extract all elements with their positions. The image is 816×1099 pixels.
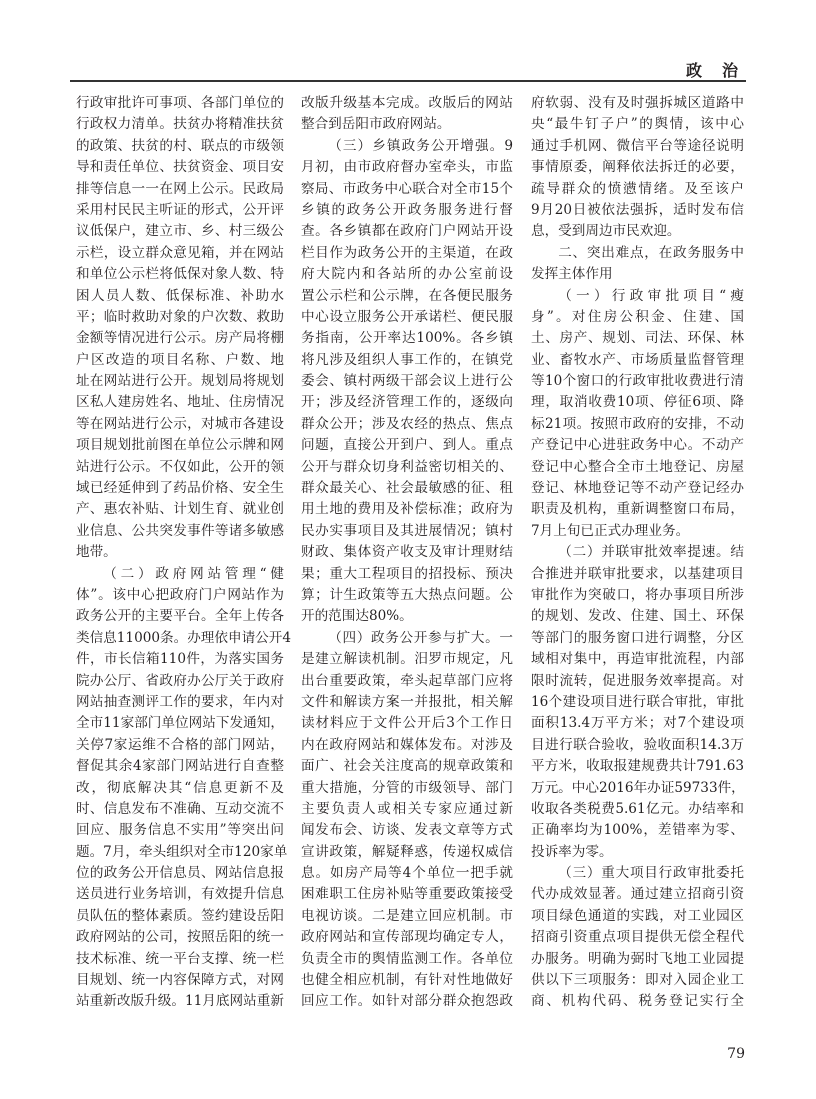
text-line: 读材料应于文件公开后3个工作日 <box>301 715 513 732</box>
text-line: 项目规划批前图在单位公示牌和网 <box>76 437 284 454</box>
text-line: 也健全相应机制，有针对性地做好 <box>301 972 513 989</box>
text-line: 闻发布会、访谈、发表文章等方式 <box>301 822 513 839</box>
text-line: 院办公厅、省政府办公厅关于政府 <box>76 672 284 689</box>
text-line: 困人员人数、低保标准、补助水 <box>76 287 284 304</box>
text-line: 内在政府网站和媒体发布。对涉及 <box>301 736 513 753</box>
text-line: （二）政府网站管理“健 <box>103 565 284 582</box>
text-line: 查。各乡镇都在政府门户网站开设 <box>301 223 513 240</box>
text-line: 件，市长信箱110件，为落实国务 <box>76 651 284 668</box>
text-line: 收取各类税费5.61亿元。办结率和 <box>531 800 744 817</box>
text-line: 府软弱、没有及时强拆城区道路中 <box>531 95 744 111</box>
text-line: 审批作为突破口，将办事项目所涉 <box>531 586 744 603</box>
text-line: 正确率均为100%，差错率为零、 <box>531 822 744 839</box>
text-line: 的政策、扶贫的村、联点的市级领 <box>76 137 284 154</box>
text-column-1 <box>76 93 292 1013</box>
text-line: 困难职工住房补贴等重要政策接受 <box>301 886 513 903</box>
text-line: 政府网站的公司，按照岳阳的统一 <box>76 929 284 946</box>
text-line: 发挥主体作用 <box>531 266 613 283</box>
text-line: 目进行联合验收，验收面积14.3万 <box>531 736 744 753</box>
text-line: 关停7家运维不合格的部门网站， <box>76 736 284 753</box>
text-line: 等部门的服务窗口进行调整，分区 <box>531 629 744 646</box>
text-line: 疏导群众的愤懑情绪。及至该户 <box>531 180 744 197</box>
text-line: 登记中心整合全市土地登记、房屋 <box>531 458 744 475</box>
text-line: 月初，由市政府督办室牵头，市监 <box>301 159 513 176</box>
text-line: 负责全市的舆情监测工作。各单位 <box>301 950 513 967</box>
text-line: 务指南，公开率达100%。各乡镇 <box>301 330 513 347</box>
text-line: 息，受到周边市民欢迎。 <box>531 223 681 240</box>
header-rule <box>70 80 746 82</box>
text-line: 9月20日被依法强拆，适时发布信 <box>531 201 744 218</box>
text-line: 代办成效显著。通过建立招商引资 <box>531 886 744 903</box>
text-line: 采用村民民主听证的形式，公开评 <box>76 201 284 218</box>
text-line: 用土地的费用及补偿标准；政府为 <box>301 501 513 518</box>
text-line: 等在网站进行公示，对城市各建设 <box>76 415 284 432</box>
text-line: 算；计生政策等五大热点问题。公 <box>301 586 513 603</box>
text-line: 面积13.4万平方米；对7个建设项 <box>531 715 744 732</box>
page-number: 79 <box>727 1046 745 1062</box>
text-line: 整合到岳阳市政府网站。 <box>301 116 451 133</box>
text-line: 回应工作。如针对部分群众抱怨政 <box>301 993 513 1010</box>
text-line: 察局、市政务中心联合对全市15个 <box>301 180 513 197</box>
text-line: 项目绿色通道的实践，对工业园区 <box>531 907 744 924</box>
text-line: 类信息11000条。办理依申请公开4 <box>76 629 292 646</box>
text-line: 业信息、公共突发事件等诸多敏感 <box>76 522 284 539</box>
text-line: 回应、服务信息不实用”等突出问 <box>76 822 284 839</box>
text-line: （一）行政审批项目“瘦 <box>558 287 744 304</box>
text-line: 文件和解读方案一并报批，相关解 <box>301 693 513 710</box>
text-line: 排等信息一一在网上公示。民政局 <box>76 180 284 197</box>
text-line: 职责及机构，重新调整窗口布局， <box>531 501 744 518</box>
text-line: 限时流转，促进服务效率提高。对 <box>531 672 744 689</box>
text-line: 题。7月，牵头组织对全市120家单 <box>76 843 288 860</box>
text-line: 中心设立服务公开承诺栏、便民服 <box>301 308 513 325</box>
text-line: 登记、林地登记等不动产登记经办 <box>531 480 744 497</box>
text-line: 平；临时救助对象的户次数、救助 <box>76 308 284 325</box>
text-line: 招商引资重点项目提供无偿全程代 <box>531 929 744 946</box>
text-column-2 <box>301 93 513 1013</box>
text-line: 产、惠农补贴、计划生育、就业创 <box>76 501 284 518</box>
text-line: 改，彻底解决其“信息更新不及 <box>76 779 284 796</box>
text-line: 政府网站和宣传部现均确定专人， <box>301 929 513 946</box>
text-line: 督促其余4家部门网站进行自查整 <box>76 758 284 775</box>
text-line: 央“最牛钉子户”的舆情，该中心 <box>531 116 744 133</box>
text-line: 供以下三项服务：即对入园企业工 <box>531 972 744 989</box>
text-line: 栏目作为政务公开的主渠道，在政 <box>301 244 513 261</box>
text-line: 等10个窗口的行政审批收费进行清 <box>531 373 744 390</box>
text-line: 改版升级基本完成。改版后的网站 <box>301 95 513 111</box>
text-line: 户区改造的项目名称、户数、地 <box>76 351 284 368</box>
text-line: 出台重要政策，牵头起草部门应将 <box>301 672 513 689</box>
text-line: 网站抽查测评工作的要求，年内对 <box>76 693 284 710</box>
text-line: 理，取消收费10项、停征6项、降 <box>531 394 744 411</box>
text-line: 标21项。按照市政府的安排，不动 <box>531 415 744 432</box>
text-line: 置公示栏和公示牌，在各便民服务 <box>301 287 513 304</box>
text-line: 的规划、发改、住建、国土、环保 <box>531 608 744 625</box>
text-line: 群众最关心、社会最敏感的征、租 <box>301 480 513 497</box>
text-line: 主要负责人或相关专家应通过新 <box>301 800 513 817</box>
text-line: 技术标准、统一平台支撑、统一栏 <box>76 950 284 967</box>
text-line: 行政权力清单。扶贫办将精准扶贫 <box>76 116 284 133</box>
text-line: 体”。该中心把政府门户网站作为 <box>76 586 284 603</box>
text-line: 开；涉及经济管理工作的，逐级向 <box>301 394 513 411</box>
text-line: 财政、集体资产收支及审计理财结 <box>301 544 513 561</box>
text-line: 地带。 <box>76 544 117 561</box>
text-line: 员队伍的整体素质。签约建设岳阳 <box>76 907 284 924</box>
text-line: 电视访谈。二是建立回应机制。市 <box>301 907 513 924</box>
text-line: 民办实事项目及其进展情况；镇村 <box>301 522 513 539</box>
text-line: （三）乡镇政务公开增强。9 <box>328 137 513 154</box>
text-line: 区私人建房姓名、地址、住房情况 <box>76 394 284 411</box>
text-line: （四）政务公开参与扩大。一 <box>328 629 513 646</box>
text-line: 址在网站进行公开。规划局将规划 <box>76 373 284 390</box>
running-head-section: 政 治 <box>685 61 740 80</box>
text-line: 行政审批许可事项、各部门单位的 <box>76 95 284 111</box>
text-line: 站重新改版升级。11月底网站重新 <box>76 993 284 1010</box>
text-line: 送员进行业务培训，有效提升信息 <box>76 886 284 903</box>
text-line: 二、突出难点，在政务服务中 <box>558 244 744 261</box>
text-line: 万元。中心2016年办证59733件， <box>531 779 745 796</box>
text-column-3 <box>531 93 744 1013</box>
text-line: 公开与群众切身利益密切相关的、 <box>301 458 513 475</box>
text-line: 通过手机网、微信平台等途径说明 <box>531 137 744 154</box>
text-line: 土、房产、规划、司法、环保、林 <box>531 330 744 347</box>
text-line: 金额等情况进行公示。房产局将棚 <box>76 330 284 347</box>
text-line: 问题，直接公开到户、到人。重点 <box>301 437 513 454</box>
text-line: 导和责任单位、扶贫资金、项目安 <box>76 159 284 176</box>
text-line: 议低保户，建立市、乡、村三级公 <box>76 223 284 240</box>
text-line: 投诉率为零。 <box>531 843 613 860</box>
text-line: 办服务。明确为弼时飞地工业园提 <box>531 950 744 967</box>
text-line: 政务公开的主要平台。全年上传各 <box>76 608 284 625</box>
text-line: 域相对集中，再造审批流程，内部 <box>531 651 744 668</box>
text-line: 重大措施，分管的市级领导、部门 <box>301 779 513 796</box>
text-line: 7月上旬已正式办理业务。 <box>531 522 690 539</box>
text-line: 商、机构代码、税务登记实行全 <box>531 993 744 1010</box>
text-line: 开的范围达80%。 <box>301 608 413 625</box>
text-line: 目规划、统一内容保障方式，对网 <box>76 972 284 989</box>
text-line: 合推进并联审批要求，以基建项目 <box>531 565 744 582</box>
text-line: 16个建设项目进行联合审批，审批 <box>531 693 744 710</box>
text-line: 位的政务公开信息员、网站信息报 <box>76 865 284 882</box>
text-line: 示栏，设立群众意见箱，并在网站 <box>76 244 284 261</box>
text-line: 平方米，收取报建规费共计791.63 <box>531 758 744 775</box>
text-line: 委会、镇村两级干部会议上进行公 <box>301 373 513 390</box>
text-line: （三）重大项目行政审批委托 <box>558 865 744 882</box>
text-line: （二）并联审批效率提速。结 <box>558 544 744 561</box>
text-line: 是建立解读机制。汨罗市规定，凡 <box>301 651 513 668</box>
text-line: 和单位公示栏将低保对象人数、特 <box>76 266 284 283</box>
text-line: 宣讲政策，解疑释惑，传递权威信 <box>301 843 513 860</box>
text-line: 群众公开；涉及农经的热点、焦点 <box>301 415 513 432</box>
text-line: 将凡涉及组织人事工作的，在镇党 <box>301 351 513 368</box>
text-line: 站进行公示。不仅如此，公开的领 <box>76 458 284 475</box>
text-line: 域已经延伸到了药品价格、安全生 <box>76 480 284 497</box>
text-line: 全市11家部门单位网站下发通知， <box>76 715 284 732</box>
text-line: 息。如房产局等4个单位一把手就 <box>301 865 513 882</box>
text-line: 府大院内和各站所的办公室前设 <box>301 266 513 283</box>
text-line: 时、信息发布不准确、互动交流不 <box>76 800 284 817</box>
text-line: 身”。对住房公积金、住建、国 <box>531 308 744 325</box>
text-line: 事情原委，阐释依法拆迁的必要， <box>531 159 744 176</box>
text-line: 果；重大工程项目的招投标、预决 <box>301 565 513 582</box>
text-line: 产登记中心进驻政务中心。不动产 <box>531 437 744 454</box>
text-line: 面广、社会关注度高的规章政策和 <box>301 758 513 775</box>
text-line: 乡镇的政务公开政务服务进行督 <box>301 201 513 218</box>
text-line: 业、畜牧水产、市场质量监督管理 <box>531 351 744 368</box>
